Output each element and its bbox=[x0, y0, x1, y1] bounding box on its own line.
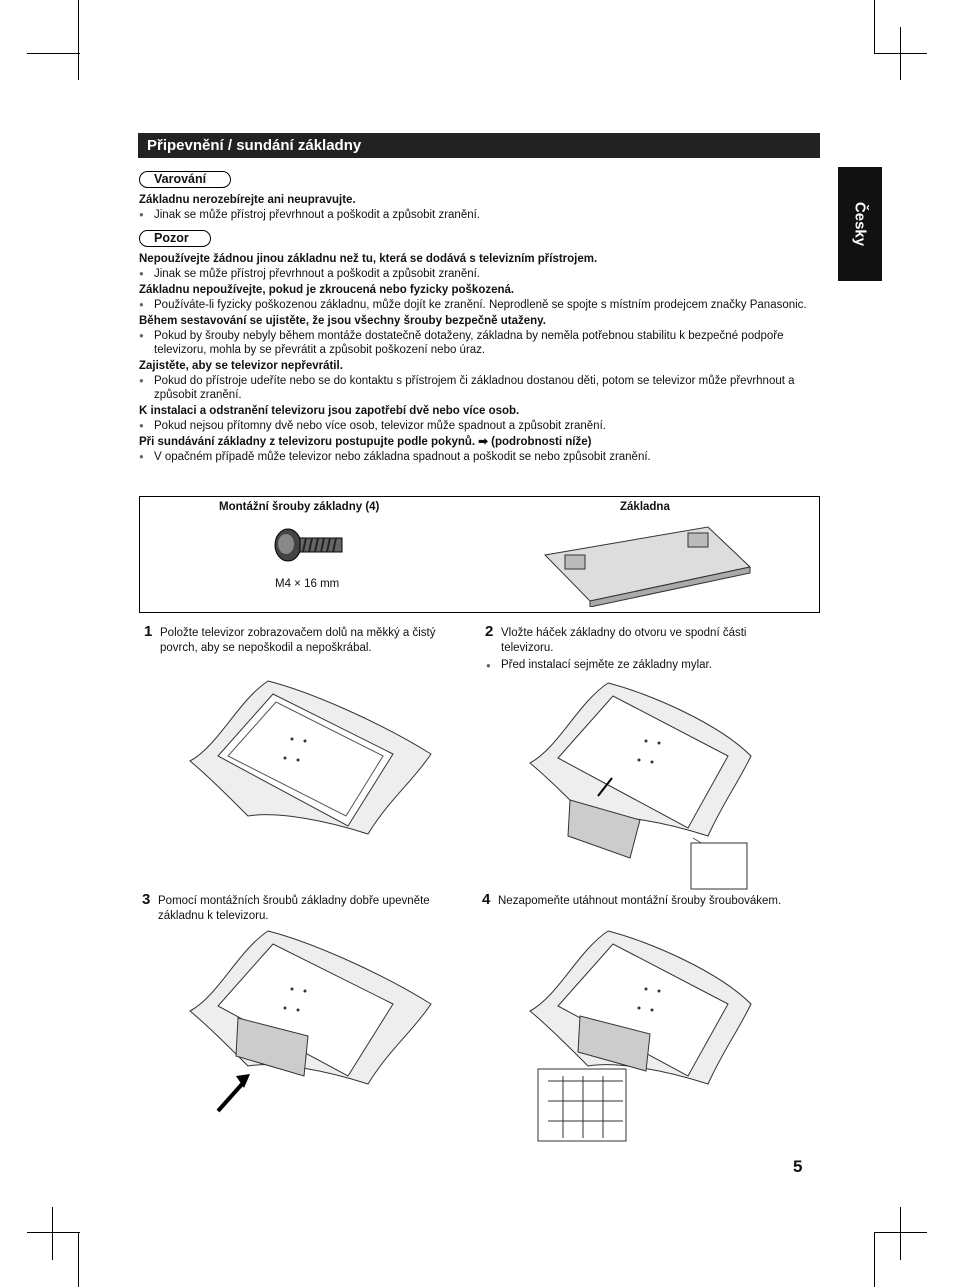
warning-label: Varování bbox=[139, 171, 231, 188]
warning-heading: Základnu nerozebírejte ani neupravujte. bbox=[139, 194, 356, 206]
screw-icon bbox=[270, 525, 350, 565]
step-number: 2 bbox=[485, 623, 494, 640]
caution-heading: Při sundávání základny z televizoru postupujte podle pokynů. ➡ (podrobnosti níže) bbox=[139, 436, 592, 448]
section-title: Připevnění / sundání základny bbox=[138, 133, 820, 158]
step-number: 4 bbox=[482, 891, 491, 908]
safety-notes bbox=[139, 171, 820, 466]
tv-face-down-illustration bbox=[188, 676, 433, 836]
caution-bullet: ● V opačném případě může televizor nebo základna spadnout a poškodit se nebo způsobit zranění. bbox=[139, 450, 820, 464]
caution-heading: Během sestavování se ujistěte, že jsou všechny šrouby bezpečně utaženy. bbox=[139, 315, 546, 327]
step-number: 3 bbox=[142, 891, 151, 908]
caution-bullet: ● Jinak se může přístroj převrhnout a poškodit a způsobit zranění. bbox=[139, 267, 820, 281]
crop-mark bbox=[874, 0, 875, 53]
crop-mark bbox=[900, 1207, 901, 1260]
caution-heading: Zajistěte, aby se televizor nepřevrátil. bbox=[139, 360, 343, 372]
caution-bullet: ● Pokud by šrouby nebyly během montáže dostatečně dotaženy, základna by neměla potřebnou stabilitu k bezpečné podpoře televizoru, mohla by se převrátit a způsobit poškození nebo úraz. bbox=[139, 329, 820, 357]
step-text: Položte televizor zobrazovačem dolů na měkký a čistý povrch, aby se nepoškodil a nepoškrábal. bbox=[160, 627, 436, 654]
step-bullet: ● Před instalací sejměte ze základny mylar. bbox=[486, 658, 821, 673]
caution-bullet: ● Používáte-li fyzicky poškozenou základnu, může dojít ke zranění. Neprodleně se spojte s místním prodejcem značky Panasonic. bbox=[139, 298, 820, 312]
base-label: Základna bbox=[620, 501, 670, 513]
crop-mark bbox=[27, 1232, 80, 1233]
step-text: Vložte háček základny do otvoru ve spodní části televizoru. bbox=[501, 627, 747, 654]
caution-heading: K instalaci a odstranění televizoru jsou zapotřebí dvě nebo více osob. bbox=[139, 405, 520, 417]
step-text: Pomocí montážních šroubů základny dobře upevněte základnu k televizoru. bbox=[158, 895, 430, 922]
caution-heading: Základnu nepoužívejte, pokud je zkroucená nebo fyzicky poškozená. bbox=[139, 284, 515, 296]
crop-mark bbox=[52, 1207, 53, 1260]
crop-mark bbox=[27, 53, 80, 54]
screws-label: Montážní šrouby základny (4) bbox=[219, 501, 380, 513]
language-tab-label: Česky bbox=[851, 201, 869, 247]
crop-mark bbox=[78, 0, 79, 80]
crop-mark bbox=[78, 1232, 79, 1287]
step-number: 1 bbox=[144, 623, 153, 640]
screw-fastening-illustration bbox=[188, 926, 433, 1116]
parts-box bbox=[139, 496, 820, 613]
screw-size: M4 × 16 mm bbox=[275, 578, 340, 590]
crop-mark bbox=[874, 1232, 875, 1287]
caution-bullet: ● Pokud do přístroje udeříte nebo se do kontaktu s přístrojem či základnou dostanou děti, potom se televizor může převrhnout a způsobit zranění. bbox=[139, 374, 820, 402]
caution-bullet: ● Pokud nejsou přítomny dvě nebo více osob, televizor může spadnout a způsobit zranění. bbox=[139, 419, 820, 433]
hook-insert-illustration bbox=[528, 678, 753, 890]
language-tab bbox=[838, 167, 882, 281]
step-text: Nezapomeňte utáhnout montážní šrouby šroubovákem. bbox=[498, 895, 782, 907]
warning-bullet: ● Jinak se může přístroj převrhnout a poškodit a způsobit zranění. bbox=[139, 208, 820, 222]
crop-mark bbox=[874, 53, 927, 54]
page-number: 5 bbox=[793, 1157, 803, 1176]
screwdriver-tightening-illustration bbox=[528, 926, 753, 1144]
caution-label: Pozor bbox=[139, 230, 211, 247]
caution-heading: Nepoužívejte žádnou jinou základnu než tu, která se dodává s televizním přístrojem. bbox=[139, 253, 598, 265]
stand-base-icon bbox=[540, 521, 755, 607]
